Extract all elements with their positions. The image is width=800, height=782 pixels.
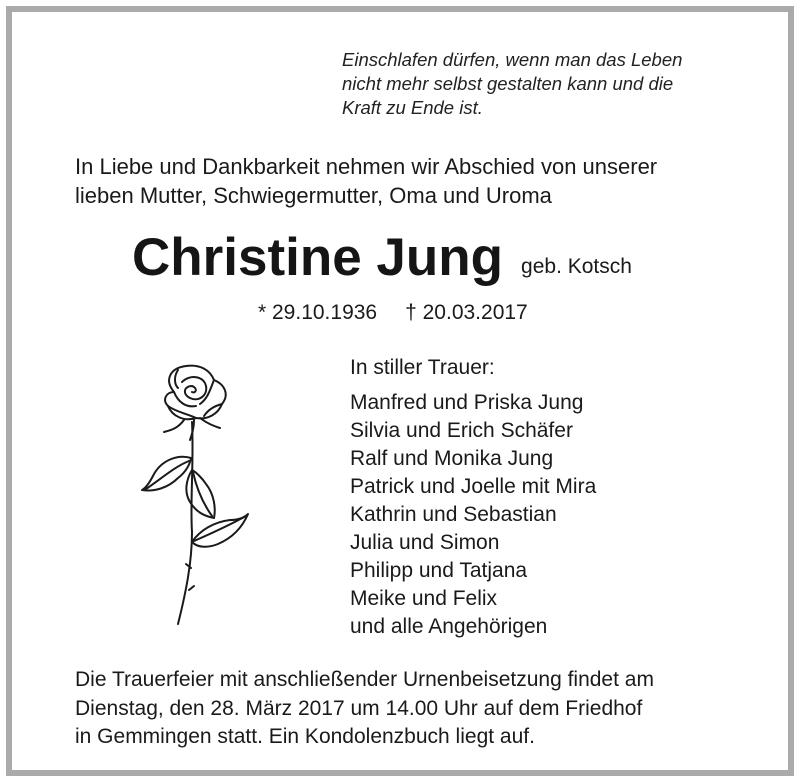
deceased-name: Christine Jung — [132, 228, 504, 287]
mourner-entry: Kathrin und Sebastian — [350, 503, 557, 526]
service-line: Dienstag, den 28. März 2017 um 14.00 Uhr auf dem Friedhof — [75, 696, 643, 720]
mourner-entry: und alle Angehörigen — [350, 615, 548, 638]
mourner-entry: Philipp und Tatjana — [350, 559, 528, 582]
obituary-frame — [6, 6, 794, 776]
mourner-entry: Ralf und Monika Jung — [350, 447, 554, 470]
service-line: Die Trauerfeier mit anschließender Urnenbeisetzung findet am — [75, 668, 654, 691]
motto-line: Einschlafen dürfen, wenn man das Leben — [342, 49, 683, 70]
mourner-entry: Julia und Simon — [350, 531, 500, 554]
mourner-entry: Manfred und Priska Jung — [350, 391, 584, 414]
mourner-entry: Silvia und Erich Schäfer — [350, 419, 573, 442]
motto-line: nicht mehr selbst gestalten kann und die — [342, 73, 674, 94]
motto-line: Kraft zu Ende ist. — [342, 97, 483, 118]
deceased-name-row — [132, 227, 632, 288]
intro-line: In Liebe und Dankbarkeit nehmen wir Abschied von unserer — [75, 154, 658, 179]
intro-text — [75, 152, 775, 210]
birth-date: * 29.10.1936 — [258, 301, 378, 324]
motto-quote — [342, 48, 762, 120]
mourners-heading: In stiller Trauer: — [350, 356, 495, 379]
life-dates — [258, 301, 528, 325]
rose-icon — [134, 362, 254, 637]
service-line: in Gemmingen statt. Ein Kondolenzbuch liegt auf. — [75, 725, 535, 748]
mourners-list — [350, 354, 596, 641]
maiden-name: geb. Kotsch — [521, 255, 632, 278]
intro-line: lieben Mutter, Schwiegermutter, Oma und Uroma — [75, 183, 552, 208]
mourner-entry: Meike und Felix — [350, 587, 498, 610]
funeral-service-info — [75, 666, 795, 752]
death-date: † 20.03.2017 — [405, 301, 528, 324]
mourner-entry: Patrick und Joelle mit Mira — [350, 475, 597, 498]
